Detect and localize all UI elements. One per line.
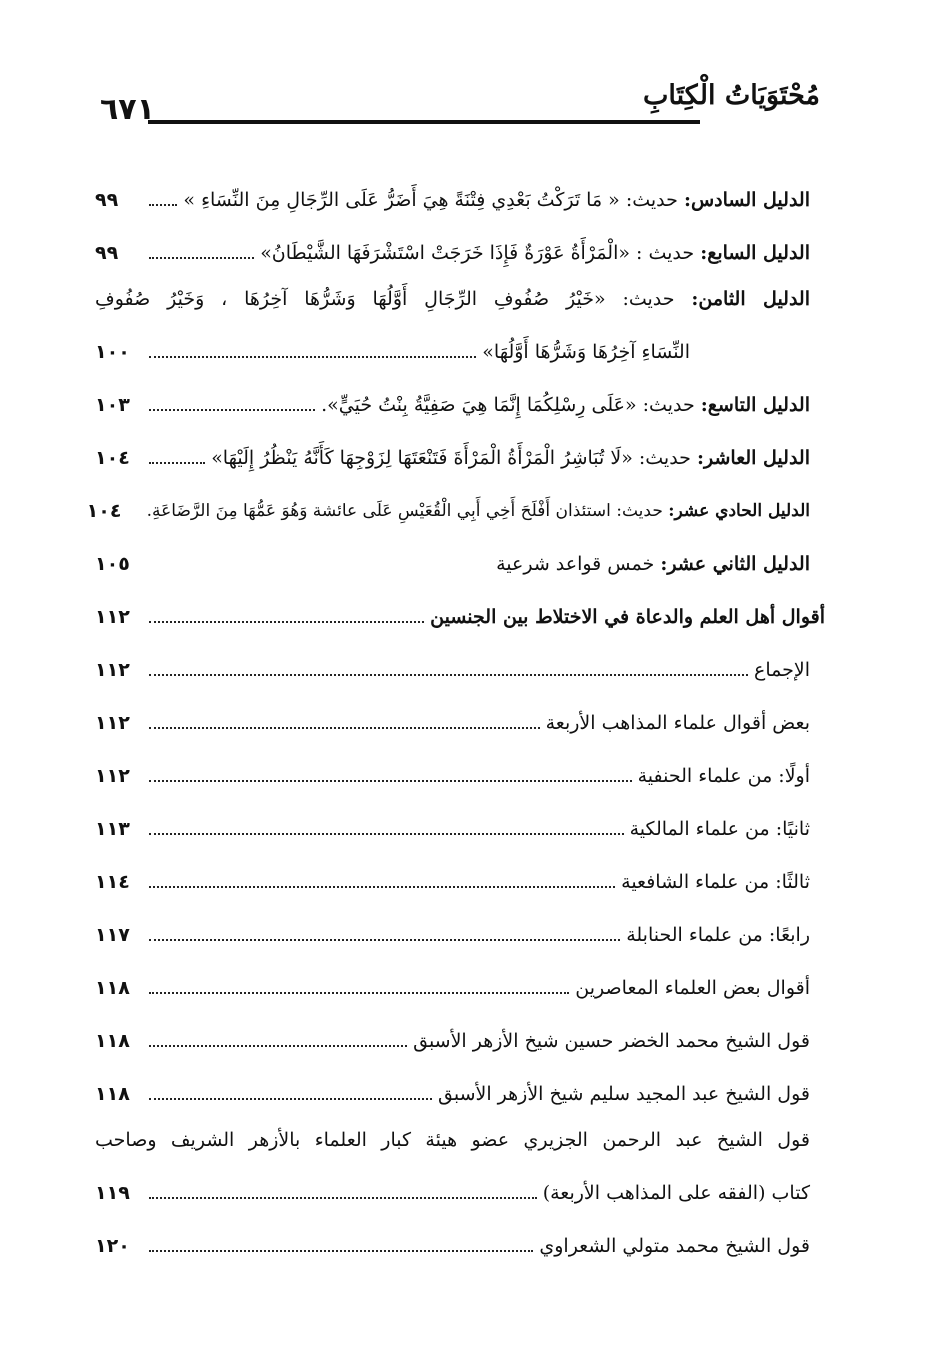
toc-entry-title-cont: كتاب (الفقه على المذاهب الأربعة) <box>542 1182 810 1204</box>
toc-entry-title: قول الشيخ عبد الرحمن الجزيري عضو هيئة كبار العلماء بالأزهر الشريف وصاحب <box>95 1129 810 1151</box>
leader-dots <box>149 355 476 358</box>
toc-entry-text <box>496 551 810 577</box>
toc-page-number: ١٠٥ <box>95 553 130 575</box>
leader-dots <box>149 938 620 941</box>
toc-entry-title: حديث: «خَيْرُ صُفُوفِ الرِّجَالِ أَوَّلُهَا وَشَرُّهَا آخِرُهَا ، وَخَيْرُ صُفُوفِ <box>95 288 675 310</box>
toc-entry-title: خمس قواعد شرعية <box>496 553 655 575</box>
toc-page-number: ١١٨ <box>95 977 130 999</box>
toc-page-number: ١١٢ <box>95 712 130 734</box>
toc-entry-continuation <box>95 1153 810 1206</box>
toc-page-number: ١١٩ <box>95 1182 130 1204</box>
toc-entry-title: أقوال بعض العلماء المعاصرين <box>575 977 810 999</box>
toc-entry-title-cont: النِّسَاءِ آخِرُهَا وَشَرُّهَا أَوَّلُهَا» <box>482 341 690 363</box>
toc-entry <box>95 213 810 266</box>
toc-entry-title: حديث: «عَلَى رِسْلِكُمَا إِنَّمَا هِيَ صَفِيَّةُ بِنْتُ حُيَيٍّ». <box>321 394 695 416</box>
leader-dots <box>149 832 624 835</box>
toc-page-number: ١٠٤ <box>95 447 130 469</box>
toc-entry <box>95 365 810 418</box>
page-number: ٦٧١ <box>100 92 155 127</box>
toc-entry-text <box>183 187 810 213</box>
leader-dots <box>149 885 615 888</box>
toc-entry <box>95 789 810 842</box>
leader-dots <box>149 779 632 782</box>
leader-dots <box>149 1097 432 1100</box>
toc-entry <box>86 471 810 524</box>
toc-entry-text <box>260 240 810 266</box>
toc-page-number: ١١٢ <box>95 606 130 628</box>
toc-entry <box>95 160 810 213</box>
toc-entry-title: حديث: «لَا تُبَاشِرُ الْمَرْأَةُ الْمَرْأَةَ فَتَنْعَتَهَا لِزَوْجِهَا كَأَنَّهُ يَنْظُرُ إِلَيْهَا» <box>211 447 691 469</box>
leader-dots <box>149 256 254 259</box>
toc-page-number: ٩٩ <box>95 189 119 211</box>
toc-entry-title: بعض أقوال علماء المذاهب الأربعة <box>545 712 810 734</box>
toc-entry-title: أقوال أهل العلم والدعاة في الاختلاط بين الجنسين <box>430 606 825 628</box>
toc-page-number: ١١٨ <box>95 1030 130 1052</box>
toc-page-number: ١١٣ <box>95 818 130 840</box>
leader-dots <box>149 673 748 676</box>
toc-page-number: ١١٧ <box>95 924 130 946</box>
toc-page-number: ١٢٠ <box>95 1235 130 1257</box>
toc-entry-label: الدليل السابع: <box>700 242 810 264</box>
toc-entry-text <box>211 445 810 471</box>
toc-entry <box>95 895 810 948</box>
toc-entry <box>95 683 810 736</box>
leader-dots <box>149 203 177 206</box>
toc-entry-title: قول الشيخ محمد الخضر حسين شيخ الأزهر الأسبق <box>413 1030 810 1052</box>
toc-entry <box>95 842 810 895</box>
toc-entry-title: ثالثًا: من علماء الشافعية <box>621 871 810 893</box>
running-title: مُحْتَوَيَاتُ الْكِتَابِ <box>643 80 820 111</box>
toc-entry-title: حديث: « مَا تَرَكْتُ بَعْدِي فِتْنَةً هِيَ أَضَرُّ عَلَى الرِّجَالِ مِنَ النِّسَاءِ » <box>183 189 678 211</box>
leader-dots <box>149 1196 537 1199</box>
toc-entry <box>95 1206 810 1259</box>
leader-dots <box>149 726 540 729</box>
toc-entry-title: أولًا: من علماء الحنفية <box>637 765 810 787</box>
leader-dots <box>149 408 315 411</box>
toc-entry-text <box>95 286 810 312</box>
page-header <box>100 80 820 140</box>
toc-entry-line <box>95 266 810 312</box>
leader-dots <box>149 620 424 623</box>
toc-entry-title: قول الشيخ محمد متولي الشعراوي <box>539 1235 810 1257</box>
toc-page-number: ١٠٤ <box>86 500 122 522</box>
table-of-contents <box>86 160 825 1259</box>
toc-entry-label: الدليل السادس: <box>683 189 810 211</box>
toc-entry-line <box>95 1107 810 1153</box>
toc-page-number: ١١٤ <box>95 871 130 893</box>
toc-entry-title: الإجماع <box>754 659 810 681</box>
toc-entry <box>95 948 810 1001</box>
toc-entry <box>95 266 810 365</box>
toc-entry <box>95 1107 810 1206</box>
toc-entry-text <box>147 498 810 524</box>
toc-entry-label: الدليل التاسع: <box>700 394 810 416</box>
toc-page-number: ١٠٠ <box>95 341 130 363</box>
toc-page-number: ١١٨ <box>95 1083 130 1105</box>
toc-entry-label: الدليل الحادي عشر: <box>668 501 810 521</box>
toc-entry-text <box>321 392 810 418</box>
toc-entry <box>95 1001 810 1054</box>
toc-entry-title: رابعًا: من علماء الحنابلة <box>626 924 810 946</box>
toc-page-number: ١١٢ <box>95 659 130 681</box>
toc-page-number: ١١٢ <box>95 765 130 787</box>
toc-entry <box>95 418 810 471</box>
leader-dots <box>149 461 205 464</box>
toc-entry-label: الدليل الثاني عشر: <box>660 553 810 575</box>
leader-dots <box>149 1044 407 1047</box>
toc-entry-continuation <box>95 312 810 365</box>
toc-entry-title: حديث: استئذان أَفْلَحَ أَخِي أَبِي الْقُعَيْسِ عَلَى عائشة وَهُوَ عَمُّهَا مِنَ الرَّضَاعَةِ. <box>146 501 663 521</box>
leader-dots <box>149 991 569 994</box>
toc-entry-title: قول الشيخ عبد المجيد سليم شيخ الأزهر الأسبق <box>438 1083 810 1105</box>
toc-entry <box>95 1054 810 1107</box>
toc-entry-title: حديث : «الْمَرْأَةُ عَوْرَةٌ فَإِذَا خَرَجَتْ اسْتَشْرَفَهَا الشَّيْطَانُ» <box>260 242 695 264</box>
toc-entry-label: الدليل الثامن: <box>691 288 811 310</box>
toc-page-number: ١٠٣ <box>95 394 130 416</box>
header-rule <box>148 120 700 124</box>
toc-entry-label: الدليل العاشر: <box>696 447 810 469</box>
leader-dots <box>149 1249 533 1252</box>
toc-entry <box>95 524 810 577</box>
toc-section-heading <box>95 577 825 630</box>
toc-page-number: ٩٩ <box>95 242 119 264</box>
toc-entry-title: ثانيًا: من علماء المالكية <box>629 818 810 840</box>
leader-dots <box>149 567 490 570</box>
toc-entry <box>95 736 810 789</box>
toc-entry <box>95 630 810 683</box>
